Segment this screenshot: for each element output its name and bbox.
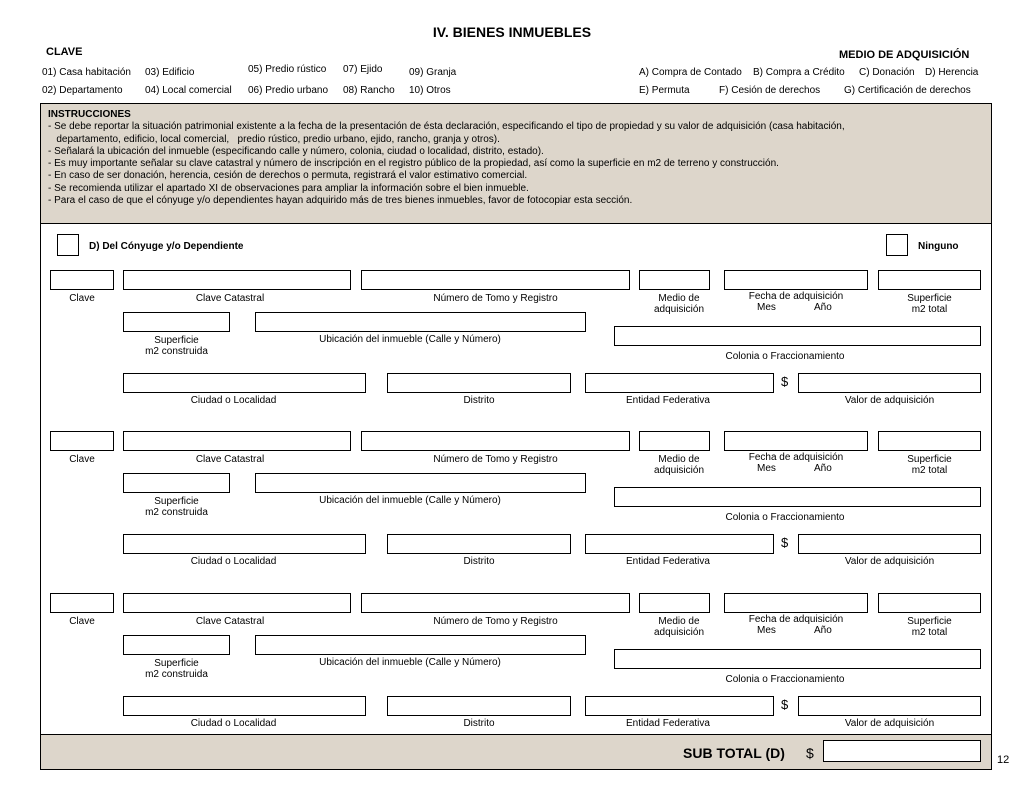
ubicacion-input[interactable] bbox=[255, 473, 586, 493]
superficie-construida-input[interactable] bbox=[123, 312, 230, 332]
tomo-registro-input[interactable] bbox=[361, 431, 630, 451]
instructions-text bbox=[48, 109, 988, 207]
medio-adquisicion-input[interactable] bbox=[639, 593, 710, 613]
entidad-input[interactable] bbox=[585, 696, 774, 716]
superficie-construida-label: Superficie bbox=[154, 658, 199, 669]
none-checkbox[interactable] bbox=[886, 234, 908, 256]
clave-catastral-label: Clave Catastral bbox=[195, 616, 265, 627]
mes-label: Mes bbox=[757, 302, 776, 313]
entidad-label: Entidad Federativa bbox=[626, 718, 710, 729]
superficie-total-label: m2 total bbox=[911, 304, 948, 315]
colonia-input[interactable] bbox=[614, 487, 981, 507]
property-section bbox=[0, 593, 1024, 754]
clave-item: 02) Departamento bbox=[42, 85, 123, 96]
superficie-construida-input[interactable] bbox=[123, 473, 230, 493]
ubicacion-input[interactable] bbox=[255, 635, 586, 655]
valor-label: Valor de adquisición bbox=[844, 718, 935, 729]
clave-catastral-label: Clave Catastral bbox=[195, 293, 265, 304]
superficie-construida-label: m2 construida bbox=[145, 669, 208, 680]
instruction-line: - Se recomienda utilizar el apartado XI de observaciones para ampliar la información sobre el bien inmueble. bbox=[48, 182, 529, 194]
ubicacion-label: Ubicación del inmueble (Calle y Número) bbox=[319, 334, 501, 345]
none-label: Ninguno bbox=[918, 241, 959, 252]
distrito-label: Distrito bbox=[463, 395, 495, 406]
dollar-sign: $ bbox=[781, 535, 789, 550]
fecha-label: Fecha de adquisición bbox=[748, 452, 844, 463]
clave-item: 09) Granja bbox=[409, 67, 457, 78]
medio-label: Medio de bbox=[658, 293, 700, 304]
entidad-label: Entidad Federativa bbox=[626, 556, 710, 567]
dollar-sign: $ bbox=[781, 374, 789, 389]
ubicacion-input[interactable] bbox=[255, 312, 586, 332]
distrito-input[interactable] bbox=[387, 696, 571, 716]
valor-label: Valor de adquisición bbox=[844, 556, 935, 567]
colonia-input[interactable] bbox=[614, 326, 981, 346]
spouse-dependent-label: D) Del Cónyuge y/o Dependiente bbox=[89, 241, 244, 252]
ciudad-label: Ciudad o Localidad bbox=[190, 718, 277, 729]
superficie-total-input[interactable] bbox=[878, 270, 981, 290]
superficie-construida-label: Superficie bbox=[154, 496, 199, 507]
ciudad-label: Ciudad o Localidad bbox=[190, 556, 277, 567]
superficie-construida-label: m2 construida bbox=[145, 346, 208, 357]
page-title: IV. BIENES INMUEBLES bbox=[432, 24, 592, 40]
ciudad-input[interactable] bbox=[123, 534, 366, 554]
clave-item: 05) Predio rústico bbox=[248, 64, 327, 75]
valor-label: Valor de adquisición bbox=[844, 395, 935, 406]
fecha-label: Fecha de adquisición bbox=[748, 614, 844, 625]
ubicacion-label: Ubicación del inmueble (Calle y Número) bbox=[319, 495, 501, 506]
dollar-sign: $ bbox=[781, 697, 789, 712]
entidad-input[interactable] bbox=[585, 373, 774, 393]
clave-item: 06) Predio urbano bbox=[248, 85, 329, 96]
medio-adquisicion-input[interactable] bbox=[639, 270, 710, 290]
property-section bbox=[0, 431, 1024, 592]
subtotal-input[interactable] bbox=[823, 740, 981, 762]
superficie-construida-label: Superficie bbox=[154, 335, 199, 346]
valor-input[interactable] bbox=[798, 696, 981, 716]
entidad-input[interactable] bbox=[585, 534, 774, 554]
instruction-line: - En caso de ser donación, herencia, cesión de derechos o permuta, registrará el valor estimativo comercial. bbox=[48, 170, 528, 182]
distrito-input[interactable] bbox=[387, 373, 571, 393]
clave-item: 07) Ejido bbox=[343, 64, 383, 75]
tomo-registro-label: Número de Tomo y Registro bbox=[433, 293, 558, 304]
distrito-label: Distrito bbox=[463, 718, 495, 729]
clave-item: 01) Casa habitación bbox=[42, 67, 131, 78]
medio-item: D) Herencia bbox=[925, 67, 979, 78]
colonia-label: Colonia o Fraccionamiento bbox=[725, 512, 845, 523]
distrito-label: Distrito bbox=[463, 556, 495, 567]
clave-label: Clave bbox=[69, 616, 95, 627]
medio-label: adquisición bbox=[653, 465, 705, 476]
superficie-construida-input[interactable] bbox=[123, 635, 230, 655]
ciudad-input[interactable] bbox=[123, 696, 366, 716]
instruction-line: departamento, edificio, local comercial, predio rústico, predio urbano, ejido, rancho, granja y otros). bbox=[48, 133, 500, 145]
fecha-adquisicion-input[interactable] bbox=[724, 270, 868, 290]
mes-label: Mes bbox=[757, 463, 776, 474]
colonia-label: Colonia o Fraccionamiento bbox=[725, 674, 845, 685]
superficie-total-label: Superficie bbox=[907, 293, 952, 304]
clave-catastral-label: Clave Catastral bbox=[195, 454, 265, 465]
superficie-total-label: Superficie bbox=[907, 616, 952, 627]
tomo-registro-input[interactable] bbox=[361, 270, 630, 290]
superficie-construida-label: m2 construida bbox=[145, 507, 208, 518]
medio-label: adquisición bbox=[653, 304, 705, 315]
medio-label: adquisición bbox=[653, 627, 705, 638]
medio-item: A) Compra de Contado bbox=[639, 67, 742, 78]
anio-label: Año bbox=[814, 463, 832, 474]
instruction-line: - Se debe reportar la situación patrimonial existente a la fecha de la presentación de ésta declaración, especificando el tipo de propiedad y su valor de adquisición (casa habitación, bbox=[48, 121, 845, 133]
medio-label: Medio de bbox=[658, 454, 700, 465]
clave-item: 03) Edificio bbox=[145, 67, 195, 78]
tomo-registro-label: Número de Tomo y Registro bbox=[433, 616, 558, 627]
ciudad-input[interactable] bbox=[123, 373, 366, 393]
distrito-input[interactable] bbox=[387, 534, 571, 554]
fecha-label: Fecha de adquisición bbox=[748, 291, 844, 302]
tomo-registro-input[interactable] bbox=[361, 593, 630, 613]
subtotal-dollar: $ bbox=[806, 745, 814, 761]
spouse-dependent-checkbox[interactable] bbox=[57, 234, 79, 256]
tomo-registro-label: Número de Tomo y Registro bbox=[433, 454, 558, 465]
clave-catastral-input[interactable] bbox=[123, 270, 351, 290]
subtotal-label: SUB TOTAL (D) bbox=[683, 745, 785, 761]
property-section bbox=[0, 270, 1024, 431]
superficie-total-input[interactable] bbox=[878, 431, 981, 451]
clave-label: Clave bbox=[69, 293, 95, 304]
clave-input[interactable] bbox=[50, 431, 114, 451]
valor-input[interactable] bbox=[798, 373, 981, 393]
page-number: 12 bbox=[997, 754, 1010, 766]
clave-input[interactable] bbox=[50, 270, 114, 290]
medio-item: F) Cesión de derechos bbox=[719, 85, 821, 96]
colonia-input[interactable] bbox=[614, 649, 981, 669]
entidad-label: Entidad Federativa bbox=[626, 395, 710, 406]
valor-input[interactable] bbox=[798, 534, 981, 554]
medio-item: B) Compra a Crédito bbox=[753, 67, 845, 78]
ciudad-label: Ciudad o Localidad bbox=[190, 395, 277, 406]
clave-legend-title: CLAVE bbox=[46, 46, 83, 58]
anio-label: Año bbox=[814, 625, 832, 636]
clave-catastral-input[interactable] bbox=[123, 431, 351, 451]
anio-label: Año bbox=[814, 302, 832, 313]
superficie-total-label: m2 total bbox=[911, 465, 948, 476]
clave-catastral-input[interactable] bbox=[123, 593, 351, 613]
clave-item: 10) Otros bbox=[409, 85, 451, 96]
medio-adquisicion-input[interactable] bbox=[639, 431, 710, 451]
clave-input[interactable] bbox=[50, 593, 114, 613]
clave-item: 08) Rancho bbox=[343, 85, 395, 96]
instruction-line: - Para el caso de que el cónyuge y/o dependientes hayan adquirido más de tres bienes inmuebles, favor de fotocopiar esta sección. bbox=[48, 195, 633, 207]
medio-label: Medio de bbox=[658, 616, 700, 627]
clave-item: 04) Local comercial bbox=[145, 85, 232, 96]
medio-item: E) Permuta bbox=[639, 85, 690, 96]
medio-item: C) Donación bbox=[859, 67, 915, 78]
instructions-title: INSTRUCCIONES bbox=[48, 109, 131, 120]
medio-legend-title: MEDIO DE ADQUISICIÓN bbox=[839, 49, 970, 61]
medio-item: G) Certificación de derechos bbox=[844, 85, 971, 96]
ubicacion-label: Ubicación del inmueble (Calle y Número) bbox=[319, 657, 501, 668]
superficie-total-input[interactable] bbox=[878, 593, 981, 613]
instruction-line: - Señalará la ubicación del inmueble (especificando calle y número, colonia, ciudad o localidad, distrito, estado). bbox=[48, 145, 544, 157]
clave-label: Clave bbox=[69, 454, 95, 465]
mes-label: Mes bbox=[757, 625, 776, 636]
colonia-label: Colonia o Fraccionamiento bbox=[725, 351, 845, 362]
fecha-adquisicion-input[interactable] bbox=[724, 431, 868, 451]
superficie-total-label: m2 total bbox=[911, 627, 948, 638]
superficie-total-label: Superficie bbox=[907, 454, 952, 465]
fecha-adquisicion-input[interactable] bbox=[724, 593, 868, 613]
instruction-line: - Es muy importante señalar su clave catastral y número de inscripción en el registro público de la propiedad, así como la superficie en m2 de terreno y construcción. bbox=[48, 158, 779, 170]
